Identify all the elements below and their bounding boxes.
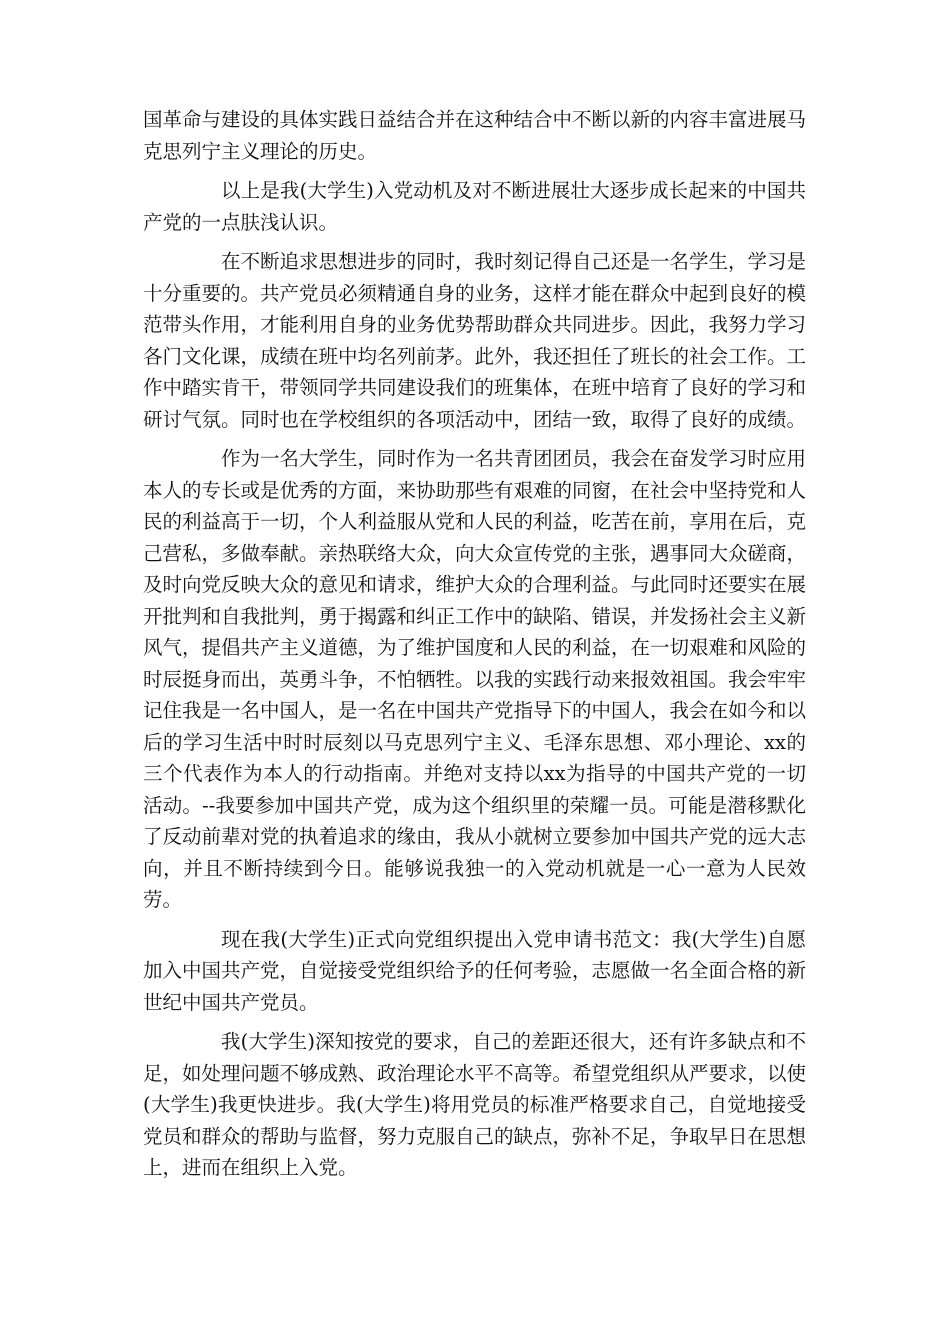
paragraph: 在不断追求思想进步的同时，我时刻记得自己还是一名学生，学习是十分重要的。共产党员必须精通自身的业务，这样才能在群众中起到良好的模范带头作用，才能利用自身的业务优势帮助群众共同进步。因此，我努力学习各门文化课，成绩在班中均名列前茅。此外，我还担任了班长的社会工作。工作中踏实肯干，带领同学共同建设我们的班集体，在班中培育了良好的学习和研讨气氛。同时也在学校组织的各项活动中，团结一致，取得了良好的成绩。	[143, 250, 807, 431]
document-page	[143, 104, 806, 1192]
paragraph: 作为一名大学生，同时作为一名共青团团员，我会在奋发学习时应用本人的专长或是优秀的方面，来协助那些有艰难的同窗，在社会中坚持党和人民的利益高于一切，个人利益服从党和人民的利益，吃苦在前，享用在后，克己营私，多做奉献。亲热联络大众，向大众宣传党的主张，遇事同大众磋商，及时向党反映大众的意见和请求，维护大众的合理利益。与此同时还要实在展开批判和自我批判，勇于揭露和纠正工作中的缺陷、错误，并发扬社会主义新风气，提倡共产主义道德，为了维护国度和人民的利益，在一切艰难和风险的时辰挺身而出，英勇斗争，不怕牺牲。以我的实践行动来报效祖国。我会牢牢记住我是一名中国人，是一名在中国共产党指导下的中国人，我会在如今和以后的学习生活中时时辰刻以马克思列宁主义、毛泽东思想、邓小理论、xx的三个代表作为本人的行动指南。并绝对支持以xx为指导的中国共产党的一切活动。--我要参加中国共产党，成为这个组织里的荣耀一员。可能是潜移默化了反动前辈对党的执着追求的缘由，我从小就树立要参加中国共产党的远大志向，并且不断持续到今日。能够说我独一的入党动机就是一心一意为人民效劳。	[143, 447, 807, 911]
paragraph: 以上是我(大学生)入党动机及对不断进展壮大逐步成长起来的中国共产党的一点肤浅认识。	[143, 179, 806, 234]
paragraph: 我(大学生)深知按党的要求，自己的差距还很大，还有许多缺点和不足，如处理问题不够成熟、政治理论水平不高等。希望党组织从严要求，以使(大学生)我更快进步。我(大学生)将用党员的标准严格要求自己，自觉地接受党员和群众的帮助与监督，努力克服自己的缺点，弥补不足，争取早日在思想上，进而在组织上入党。	[143, 1030, 807, 1179]
paragraph-continuation: 国革命与建设的具体实践日益结合并在这种结合中不断以新的内容丰富进展马克思列宁主义理论的历史。	[143, 108, 807, 163]
paragraph: 现在我(大学生)正式向党组织提出入党申请书范文：我(大学生)自愿加入中国共产党，自觉接受党组织给予的任何考验，志愿做一名全面合格的新世纪中国共产党员。	[143, 927, 807, 1014]
